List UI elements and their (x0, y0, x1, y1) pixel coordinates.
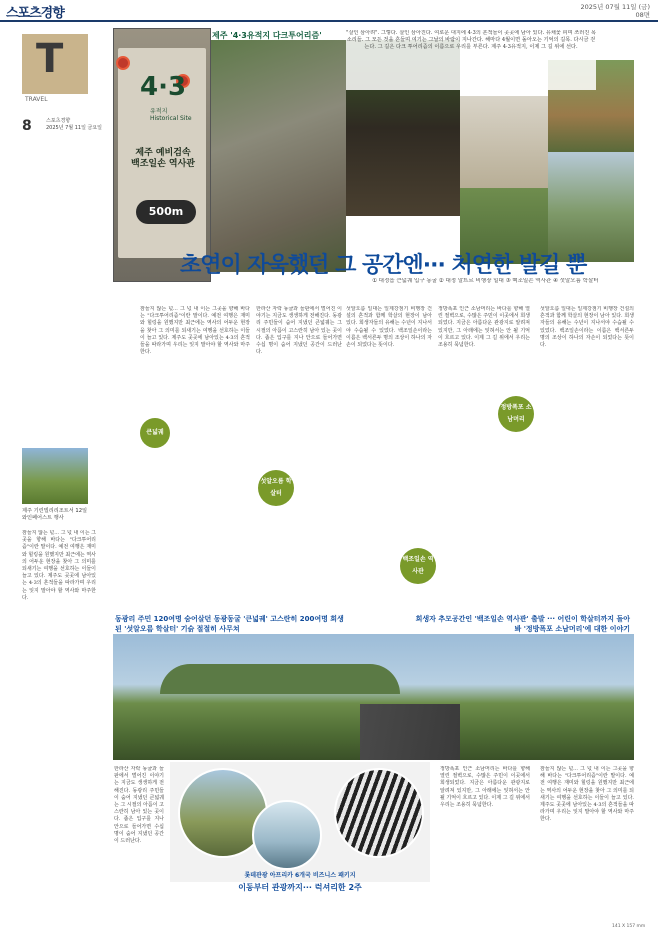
stone-title: 제주 예비검속 백조일손 역사관 (131, 148, 195, 169)
bottom-col-2: 정방폭포 인근 소남머리는 바다를 향해 열린 절벽으로, 수많은 주민이 이곳에서 희생되었다. 지금은 아름다운 관광지로 알려져 있지만, 그 아래에는 잊혀서는 안 될 기억이 흐르고 있다. 이제 그 길 위에서 우리는 조용히 묵념한다. (440, 766, 530, 809)
zebra-photo (334, 768, 424, 858)
memorial-photo (548, 152, 634, 262)
stone-subtitle (150, 108, 192, 122)
article-col-5: 섯알오름 일대는 일제강점기 비행장 건설의 흔적과 함께 학살의 현장이 남아 있다. 희생자들의 유해는 수년이 지나서야 수습될 수 있었다. 백조일손이라는 이름은 백서른두 명의 조상이 하나의 자손이 되었다는 뜻이다. (540, 306, 634, 349)
section-letter: T (36, 36, 64, 82)
rock-wall-photo (211, 40, 346, 272)
safari-headline (200, 870, 400, 894)
band-caption-right: 희생자 추모공간인 '백조일손 역사관' 출발 ··· 어린이 학살터까지 돌아봐 '정방폭포 소남머리'에 대한 이야기 (415, 615, 630, 633)
waterfall-photo (252, 800, 322, 870)
paper-info (46, 118, 102, 132)
label-keunneolgwe: 큰넓궤 (140, 418, 170, 448)
paper-date: 2025년 7월 11일 금요일 (46, 125, 103, 131)
oreum-hill-shape (160, 664, 400, 694)
photo-caption: ① 대정읍 큰넓궤 입구 동굴 ② 대정 알뜨르 비행장 일대 ③ 백조일손 역사관 ④ 섯알오름 학살터 (372, 278, 599, 284)
stone-subtitle-en: Historical Site (150, 115, 192, 122)
wine-event-photo (22, 448, 88, 504)
article-col-2: 한라산 자락 동굴과 들판에서 벌어진 이야기는 지금도 생생하게 전해진다. 동광리 주민들이 숨어 지냈던 큰넓궤는 그 시절의 아픔이 고스란히 남아 있는 곳이다. 좁은 입구를 지나 안으로 들어가면 수십 명이 숨어 지냈던 공간이 드러난다. (256, 306, 342, 356)
wine-event-caption: 제주 기린빌리리조트서 12일 와인페어스트 행사 (22, 508, 88, 521)
edition-label: 08면 (635, 11, 650, 19)
bottom-col-3: 잠들지 않는 넋... 그 넋 내 이는 그곳을 향해 바다는 "다크투어리즘"이란 말이다. 예전 여행은 재미와 힐링을 원했지만 최근에는 역사의 어두운 현장을 찾아 그 의미를 되새기는 여행을 선호하는 이들이 늘고 있다. 제주도 곳곳에 남아있는 4·3의 흔적들을 따라가며 우리는 잊지 말아야 할 역사와 마주한다. (540, 766, 634, 823)
bottom-col-1: 한라산 자락 동굴과 들판에서 벌어진 이야기는 지금도 생생하게 전해진다. 동광리 주민들이 숨어 지냈던 큰넓궤는 그 시절의 아픔이 고스란히 남아 있는 곳이다. 좁은 입구를 지나 안으로 들어가면 수십 명이 숨어 지냈던 공간이 드러난다. (114, 766, 164, 845)
lead-quote: "살인 삼아려". 그렇다. 살인 삼아진다. 여로운 대지에 4·3의 흔적들이 곳곳에 남아 있다. 유채꽃 피며 쓰러진 목소리들. 그 모든 것을 흔들며 여기는 그날의 바람이 지나간다. 해마다 4월이면 돌아오는 기억의 길목. 다시금 걷는다. 그 길은 다크 투어리즘의 이름으로 우리를 부른다. 제주 4·3유적지, 이제 그 길 위에 선다. (346, 30, 596, 90)
article-col-3: 섯알오름 일대는 일제강점기 비행장 건설의 흔적과 함께 학살의 현장이 남아 있다. 희생자들의 유해는 수년이 지나서야 수습될 수 있었다. 백조일손이라는 이름은 백서른두 명의 조상이 하나의 자손이 되었다는 뜻이다. (346, 306, 432, 349)
info-sign-photo (460, 96, 548, 188)
camellia-flower-icon (116, 56, 130, 70)
road-shape (360, 704, 460, 760)
label-seotalorum: 섯알오름 학살터 (258, 470, 294, 506)
distance-badge: 500m (136, 200, 196, 224)
safari-caption: 롯데관광 아프리카 6개국 비즈니스 패키지 (244, 872, 356, 879)
label-jeongbang: 정방폭포 소남머리 (498, 396, 534, 432)
label-baekjo: 백조일손 역사관 (400, 548, 436, 584)
stone-subtitle-ko: 유적지 (150, 108, 168, 115)
main-headline: 초연이 자욱했던 그 공간엔··· 처연한 발길 뿐 (180, 253, 587, 278)
stone-number: 4·3 (140, 72, 187, 102)
article-col-1: 잠들지 않는 넋... 그 넋 내 이는 그곳을 향해 바다는 "다크투어리즘"이란 말이다. 예전 여행은 재미와 힐링을 원했지만 최근에는 역사의 어두운 현장을 찾아 그 의미를 되새기는 여행을 선호하는 이들이 늘고 있다. 제주도 곳곳에 남아있는 4·3의 흔적들을 따라가며 우리는 잊지 말아야 할 역사와 마주한다. (140, 306, 250, 356)
paper-name: 스포츠경향 (46, 118, 71, 124)
issue-date (581, 3, 650, 19)
page-number: 8 (22, 118, 32, 134)
article-col-4: 정방폭포 인근 소남머리는 바다를 향해 열린 절벽으로, 수많은 주민이 이곳에서 희생되었다. 지금은 아름다운 관광지로 알려져 있지만, 그 아래에는 잊혀서는 안 될 기억이 흐르고 있다. 이제 그 길 위에서 우리는 조용히 묵념한다. (438, 306, 530, 349)
newspaper-logo: 스포츠경향 (6, 6, 64, 21)
safari-title: 이동부터 관광까지··· 럭셔리한 2주 (238, 883, 362, 892)
masthead-bar (0, 0, 658, 22)
band-caption-left: 동광리 주민 120여명 숨어살던 동광동굴 '큰넓궤' 고스란히 200여명 희생된 '섯알오름 학살터' 기슭 절절히 사무쳐 (115, 615, 344, 633)
section-name: TRAVEL (25, 96, 48, 103)
page-dimension: 141 X 157 mm (612, 924, 646, 929)
feature-subtitle: 제주 '4·3유적지 다크투어리즘' (212, 31, 322, 40)
date-line: 2025년 07월 11일 (금) (580, 3, 650, 11)
left-article-text: 잠들지 않는 넋... 그 넋 내 이는 그곳을 향해 바다는 "다크투어리즘"이란 말이다. 예전 여행은 재미와 힐링을 원했지만 최근에는 역사의 어두운 현장을 찾아 그 의미를 되새기는 여행을 선호하는 이들이 늘고 있다. 제주도 곳곳에 남아있는 4·3의 흔적들을 따라가며 우리는 잊지 말아야 할 역사와 마주한다. (22, 530, 96, 601)
